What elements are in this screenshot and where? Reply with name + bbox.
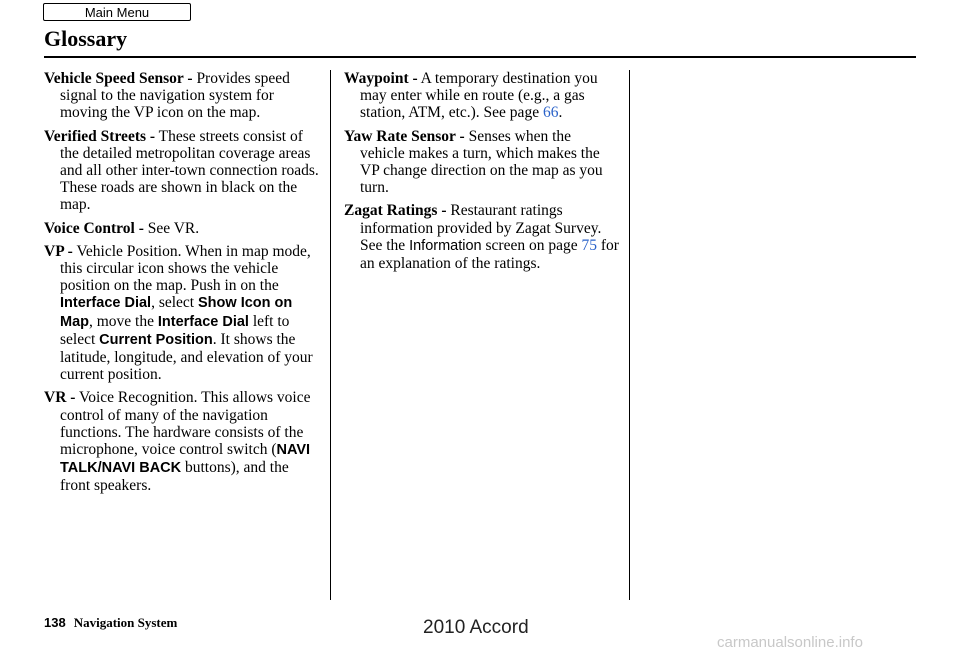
term: Voice Control - bbox=[44, 219, 144, 237]
term: Vehicle Speed Sensor - bbox=[44, 70, 193, 87]
entry-vr bbox=[44, 389, 319, 494]
left-column bbox=[44, 70, 319, 501]
ui-label-interface-dial: Interface Dial bbox=[60, 295, 152, 312]
definition: Restaurant ratings information provided by Zagat Survey. See the bbox=[360, 202, 602, 254]
ui-label-interface-dial: Interface Dial bbox=[157, 313, 249, 330]
ui-label-separator: / bbox=[97, 460, 102, 477]
definition: , move the bbox=[89, 312, 158, 330]
model-watermark: 2010 Accord bbox=[423, 617, 529, 638]
page-number: 138 bbox=[44, 615, 66, 630]
definition: Senses when the vehicle makes a turn, which makes the VP change direction on the map as you turn. bbox=[360, 127, 603, 197]
main-menu-button[interactable]: Main Menu bbox=[43, 3, 191, 21]
ui-label-information: Information bbox=[409, 237, 482, 254]
term: Yaw Rate Sensor - bbox=[344, 127, 465, 145]
ui-label-navi-talk: NAVI TALK bbox=[60, 442, 311, 477]
entry-vehicle-speed-sensor bbox=[44, 70, 319, 122]
definition: Voice Recognition. This allows voice control of many of the navigation functions. The hardware consists of the microphone, voice control switch ( bbox=[60, 389, 311, 459]
definition: A temporary destination you may enter while en route (e.g., a gas station, ATM, etc.). See page bbox=[360, 70, 598, 122]
entry-zagat-ratings bbox=[344, 202, 619, 272]
definition: buttons), and the front speakers. bbox=[60, 459, 289, 495]
term: Zagat Ratings - bbox=[344, 202, 447, 220]
definition: . bbox=[558, 104, 563, 122]
definition: left to select bbox=[60, 312, 290, 348]
entry-verified-streets bbox=[44, 128, 319, 214]
page-link-66[interactable]: 66 bbox=[542, 104, 559, 122]
ui-label-navi-back: NAVI BACK bbox=[101, 460, 182, 477]
ui-label-current-position: Current Position bbox=[99, 331, 213, 348]
definition: screen on page bbox=[481, 236, 582, 254]
term: Waypoint - bbox=[344, 70, 418, 87]
definition: , select bbox=[151, 294, 198, 312]
entry-yaw-rate-sensor bbox=[344, 128, 619, 197]
right-column bbox=[344, 70, 619, 278]
column-divider-right bbox=[629, 70, 630, 600]
ui-label-show-icon-on-map: Show Icon on Map bbox=[60, 295, 293, 330]
title-rule bbox=[44, 56, 916, 58]
term: VP - bbox=[44, 242, 73, 260]
entry-vp bbox=[44, 243, 319, 384]
entry-voice-control bbox=[44, 220, 319, 237]
definition: for an explanation of the ratings. bbox=[360, 236, 619, 273]
term: Verified Streets - bbox=[44, 127, 156, 145]
definition: See VR. bbox=[143, 219, 200, 237]
definition: . It shows the latitude, longitude, and elevation of your current position. bbox=[60, 330, 313, 384]
entry-waypoint bbox=[344, 70, 619, 122]
site-watermark: carmanualsonline.info bbox=[717, 634, 863, 651]
column-divider-left bbox=[330, 70, 331, 600]
definition: Provides speed signal to the navigation system for moving the VP icon on the map. bbox=[60, 70, 290, 122]
definition: These streets consist of the detailed metropolitan coverage areas and all other inter-town connection roads. These roads are shown in black on the map. bbox=[60, 127, 319, 214]
term: VR - bbox=[44, 389, 76, 407]
page-title: Glossary bbox=[44, 26, 128, 51]
footer-title: Navigation System bbox=[73, 615, 178, 630]
page-footer bbox=[44, 615, 177, 631]
page-link-75[interactable]: 75 bbox=[581, 236, 597, 254]
definition: Vehicle Position. When in map mode, this circular icon shows the vehicle position on the map. Push in on the bbox=[60, 242, 311, 295]
